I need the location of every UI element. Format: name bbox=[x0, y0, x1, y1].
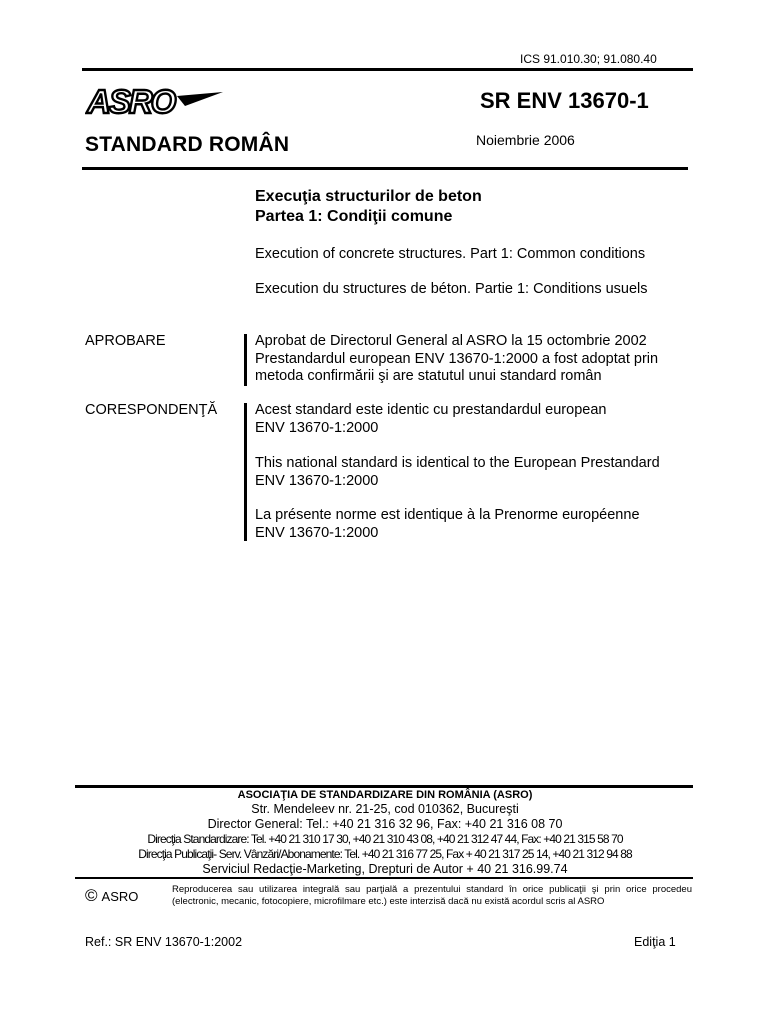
title-line-1: Execuţia structurilor de beton bbox=[255, 188, 482, 205]
approval-text bbox=[255, 333, 658, 386]
asro-logo bbox=[85, 82, 225, 122]
approval-line: metoda confirmării şi are statutul unui standard român bbox=[255, 368, 602, 384]
copyright-icon: © bbox=[85, 886, 98, 905]
footer-directia-publicatii: Direcţia Publicaţii- Serv. Vânzări/Abonamente: Tel. +40 21 316 77 25, Fax + 40 21 317 25 14, +40 21 312 94 88 bbox=[138, 847, 632, 861]
header-bottom-rule bbox=[82, 167, 688, 170]
title-english: Execution of concrete structures. Part 1: Common conditions bbox=[255, 246, 646, 262]
footer-address: Str. Mendeleev nr. 21-25, cod 010362, Bucureşti bbox=[251, 802, 519, 816]
footer-serviciul: Serviciul Redacţie-Marketing, Drepturi de Autor + 40 21 316.99.74 bbox=[202, 862, 568, 876]
footer-top-rule bbox=[75, 785, 693, 788]
ics-code: ICS 91.010.30; 91.080.40 bbox=[520, 52, 657, 66]
copyright bbox=[85, 886, 138, 906]
reproduction-notice: Reproducerea sau utilizarea integrală sau parţială a prezentului standard în orice publicaţii şi prin orice procedeu (electronic, mecanic, fotocopiere, microfilmare etc.) este interzisă dacă nu există acordul scris al ASRO bbox=[172, 884, 692, 907]
footer-directia-standardizare: Direcţia Standardizare: Tel. +40 21 310 17 30, +40 21 310 43 08, +40 21 312 47 44, Fax: +40 21 315 58 70 bbox=[147, 832, 623, 846]
standard-number: SR ENV 13670-1 bbox=[480, 88, 649, 113]
document-reference: Ref.: SR ENV 13670-1:2002 bbox=[85, 935, 243, 949]
correspondence-line: ENV 13670-1:2000 bbox=[255, 419, 379, 436]
approval-bar bbox=[244, 334, 247, 386]
correspondence-line: ENV 13670-1:2000 bbox=[255, 524, 379, 541]
approval-label: APROBARE bbox=[85, 333, 166, 349]
copyright-owner: ASRO bbox=[101, 888, 139, 904]
correspondence-line: This national standard is identical to the European Prestandard bbox=[255, 455, 660, 471]
footer-mid-rule bbox=[75, 877, 693, 879]
correspondence-bar bbox=[244, 403, 247, 541]
publication-date: Noiembrie 2006 bbox=[476, 132, 575, 148]
correspondence-en bbox=[255, 455, 660, 490]
document-title bbox=[255, 187, 482, 227]
standard-label: STANDARD ROMÂN bbox=[85, 133, 290, 156]
footer-director: Director General: Tel.: +40 21 316 32 96, Fax: +40 21 316 08 70 bbox=[207, 817, 563, 831]
correspondence-line: ENV 13670-1:2000 bbox=[255, 472, 379, 489]
edition: Ediţia 1 bbox=[634, 935, 676, 949]
title-french: Execution du structures de béton. Partie 1: Conditions usuels bbox=[255, 281, 648, 297]
approval-line: Aprobat de Directorul General al ASRO la 15 octombrie 2002 bbox=[255, 333, 647, 349]
footer-organization: ASOCIAŢIA DE STANDARDIZARE DIN ROMÂNIA (ASRO) bbox=[237, 789, 533, 801]
correspondence-line: Acest standard este identic cu prestandardul european bbox=[255, 402, 607, 418]
correspondence-ro bbox=[255, 402, 606, 437]
logo-text: ASRO bbox=[87, 83, 175, 120]
header-top-rule bbox=[82, 68, 693, 71]
approval-line: Prestandardul european ENV 13670-1:2000 a fost adoptat prin bbox=[255, 350, 659, 367]
correspondence-label: CORESPONDENŢĂ bbox=[85, 402, 218, 418]
title-line-2: Partea 1: Condiţii comune bbox=[255, 208, 453, 225]
correspondence-line: La présente norme est identique à la Prenorme européenne bbox=[255, 507, 640, 523]
correspondence-fr bbox=[255, 507, 640, 542]
